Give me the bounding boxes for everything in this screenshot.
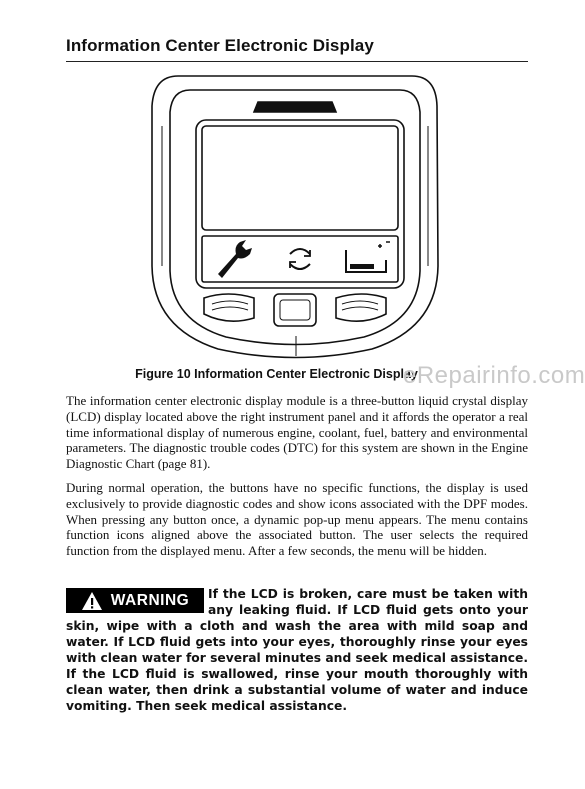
center-button[interactable]: [274, 294, 316, 326]
left-button[interactable]: [204, 294, 254, 321]
battery-icon: [346, 242, 390, 272]
watermark: eRepairinfo.com: [403, 362, 585, 389]
body-paragraph: The information center electronic display module is a three-button liquid crystal display (LCD) display located above the right instrument panel and it affords the operator a real time informational display of numerous engine, coolant, fuel, battery and environmental parameters. The diagnostic trouble codes (DTC) for this system are shown in the Engine Diagnostic Chart (page 81).: [66, 393, 528, 472]
title-divider: [66, 61, 528, 62]
warning-label: WARNING: [110, 591, 190, 609]
warning-text: If the LCD is broken, care must be taken with any leaking fluid. If LCD fluid gets onto your skin, wipe with a cloth and wash the area with mild soap and water. If LCD fluid gets into your eyes, thoroughly rinse your eyes with clean water for several minutes and seek medical assistance. If the LCD fluid is swallowed, rinse your mouth thoroughly with clean water, then drink a substantial volume of water and induce vomiting. Then seek medical assistance.: [66, 587, 528, 713]
right-button[interactable]: [336, 294, 386, 321]
figure-caption: Figure 10 Information Center Electronic Display: [135, 367, 418, 381]
page-title: Information Center Electronic Display: [66, 36, 374, 55]
body-paragraph: During normal operation, the buttons have no specific functions, the display is used exclusively to provide diagnostic codes and show icons associated with the DPF modes. When pressing any button once, a dynamic pop-up menu appears. The menu contains function icons aligned above the associated button. The user selects the required function from the displayed menu. After a few seconds, the menu will be hidden.: [66, 480, 528, 559]
warning-text-block: [66, 586, 528, 714]
display-module-illustration: [150, 66, 440, 366]
wrench-icon: [218, 240, 252, 278]
refresh-icon: [290, 249, 310, 269]
